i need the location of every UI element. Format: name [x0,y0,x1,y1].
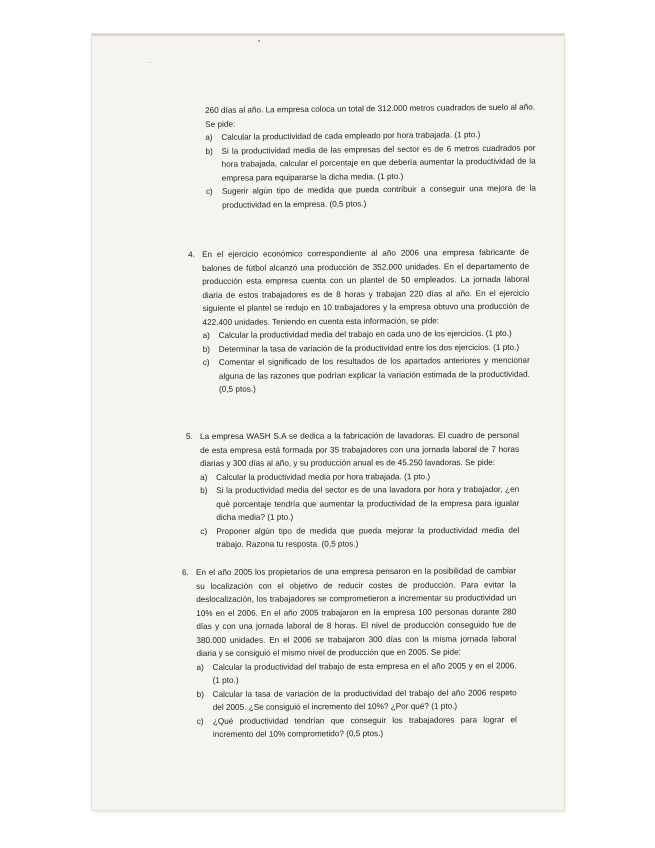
item-label: a) [205,132,213,142]
exercise-6-intro: En el año 2005 los propietarios de una empresa pensaron en la posibilidad de cambiar su localización con el objetivo de reducir costes de producción. Para evitar la deslocalización, los trabajadores se comprometieron a incrementar su productividad un 10% en el 2006. En el año 2005 trabajaron en la empresa 100 personas durante 280 días y con una jornada laboral de 8 horas. El nivel de producción conseguido fue de 380.000 unidades. En el 2006 se trabajaron 300 días con la misma jornada laboral diaria y se consiguió el mismo nivel de producción que en 2005. Se pide: [196,566,517,658]
exercise-6-statement [182,564,517,660]
item-label: c) [200,526,208,536]
exercise-5-item-c [200,523,519,551]
exercise-4-statement [188,246,530,329]
item-text: Calcular la tasa de variación de la productividad del trabajo del año 2006 respeto del 2005. ¿Se consiguió el incremento del 10%? ¿Por qué? (1 pto.) [212,687,517,712]
item-label: c) [196,716,204,726]
item-text: Calcular la productividad media del trabajo en cada uno de los ejercicios. (1 pto.) [218,328,512,340]
exercise-3-item-b [205,141,535,185]
item-text: Si la productividad media del sector es de una lavadora por hora y trabajador, ¿en qué porcentaje tendría que aumentar la productividad de la empresa para igualar dicha media? (1 pto.) [216,484,520,522]
item-text: Proponer algún tipo de medida que pueda mejorar la productividad media del trabajo. Razona tu resposta. (0,5 ptos.) [216,525,520,549]
scan-speck [258,40,260,42]
scan-speck [150,62,151,63]
item-label: b) [205,146,213,156]
item-text: Calcular la productividad del trabajo de esta empresa en el año 2005 y en el 2006. (1 pto.) [212,660,517,685]
exercise-4-item-c [203,354,530,397]
exercise-6 [182,564,517,741]
exercise-6-item-c [197,713,517,742]
item-label: b) [200,485,208,495]
exercise-5-statement [186,429,520,471]
item-label: a) [200,472,208,482]
exercise-6-item-b [197,686,517,715]
item-text: Comentar el significado de los resultados de los apartados anteriores y mencionar alguna de las razones que podrían explicar la variación estimada de la productividad. (0,5 ptos.) [218,355,530,394]
item-text: Sugerir algún tipo de medida que pueda contribuir a conseguir una mejora de la productividad en la empresa. (0,5 ptos.) [221,183,536,210]
exercise-6-item-a [196,659,516,688]
exercise-number: 4. [188,250,195,260]
item-label: c) [205,186,213,196]
exercise-3-intro: 260 días al año. La empresa coloca un total de 312.000 metros cuadrados de suelo al año. Se pide: [205,102,536,129]
item-text: ¿Qué productividad tendrían que conseguir los trabajadores para lograr el incremento del 10% comprometido? (0,5 ptos.) [212,714,517,739]
item-label: b) [196,689,204,699]
exercise-5-item-b [200,483,519,525]
exercise-4 [188,246,530,397]
exercise-5-intro: La empresa WASH S.A se dedica a la fabricación de lavadoras. El cuadro de personal de esta empresa está formada por 35 trabajadores con una jornada laboral de 7 horas diarias y 300 días al año, y su producción anual es de 45.250 lavadoras. Se pide: [200,430,520,468]
item-text: Calcular la productividad media por hora trabajada. (1 pto.) [216,471,431,482]
item-label: a) [202,330,210,340]
exercise-4-intro: En el ejercicio económico correspondiente al año 2006 una empresa fabricante de balones de fútbol alcanzó una producción de 352.000 unidades. En el departamento de producción esta empresa cuenta con un plantel de 50 empleados. La jornada laboral diaria de estos trabajadores es de 8 horas y trabajan 220 días al año. En el ejercicio siguiente el plantel se redujo en 10 trabajadores y la empresa obtuvo una producción de 422.400 unidades. Teniendo en cuenta esta información, se pide: [202,247,530,327]
item-text: Si la productividad media de las empresas del sector es de 6 metros cuadrados por hora trabajada, calcular el porcentaje en que debería aumentar la productividad de la empresa para equipararse la dicha media. (1 pto.) [221,143,536,183]
item-text: Determinar la tasa de variación de la productividad entre los dos ejercicios. (1 pto.) [218,342,520,354]
item-label: c) [202,357,210,367]
exercise-5 [186,429,520,552]
item-label: b) [202,344,211,354]
exercise-number: 6. [182,568,189,578]
exercise-3-item-c [206,182,536,212]
exercise-5-item-a [200,469,519,484]
item-label: a) [196,662,204,672]
exercise-3-continuation [205,101,536,212]
item-text: Calcular la productividad de cada empleado por hora trabajada. (1 pto.) [221,130,481,142]
exercise-number: 5. [186,432,193,442]
page-top-edge [92,34,564,37]
